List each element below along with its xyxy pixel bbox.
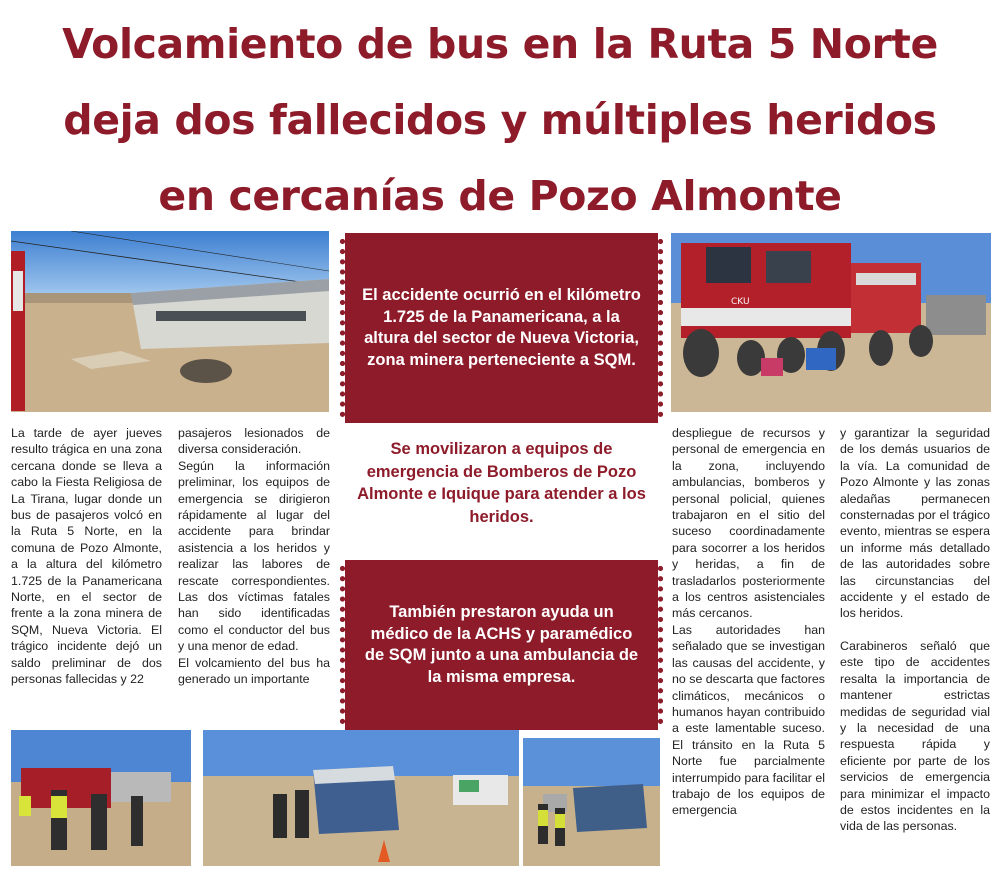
column-2-paragraph-3: El volcamiento del bus ha generado un importante: [178, 655, 330, 687]
photo-emergency-scene: [523, 738, 660, 866]
callout-accident-location-text: El accidente ocurrió en el kilómetro 1.725 de la Panamericana, a la altura del sector de Nueva Victoria, zona minera perteneciente a SQM.: [362, 286, 641, 369]
article-column-4: [840, 425, 990, 835]
photo-fire-truck: [671, 233, 991, 412]
column-3-paragraph-2: Las autoridades han señalado que se investigan las causas del accidente, y no se descarta que factores climáticos, mecánicos o humanos hayan contribuido a este lamentable suceso. El tránsito en la Ruta 5 Norte fue parcialmente interrumpido para facilitar el trabajo de los equipos de emergencia: [672, 622, 825, 818]
headline: [0, 6, 1000, 234]
callout-medical-help-text: También prestaron ayuda un médico de la ACHS y paramédico de SQM junto a una ambulancia de la misma empresa.: [364, 603, 639, 686]
truck-unit-label: CKU: [731, 297, 750, 307]
article-column-2: [178, 425, 330, 688]
column-3-paragraph-1: despliegue de recursos y personal de emergencia en la zona, incluyendo ambulancias, bomberos y personal policial, quienes trabajaron en el sitio del suceso coordinadamente para socorrer a los heridos y heridas, a fin de trasladarlos posteriormente a los centros asistenciales más cercanos.: [672, 426, 825, 621]
callout-medical-help: [345, 560, 658, 730]
column-4-paragraph-1: y garantizar la seguridad de los demás usuarios de la vía. La comunidad de Pozo Almonte y las zonas aledañas permanecen consternadas por el trágico evento, mientras se espera un informe más detallado de las autoridades sobre las circunstancias del accidente y el estado de los heridos.: [840, 426, 990, 621]
photo-rescue-crew: [11, 730, 191, 866]
column-2-paragraph-2: Según la información preliminar, los equipos de emergencia se dirigieron rápidamente al lugar del accidente para brindar asistencia a los heridos y realizar las labores de rescate correspondientes. Las dos víctimas fatales han sido identificadas como el conductor del bus y una menor de edad.: [178, 458, 330, 654]
headline-line-3: en cercanías de Pozo Almonte: [158, 172, 842, 220]
article-column-3: [672, 425, 825, 819]
photo-overturned-bus: [11, 231, 329, 412]
callout-emergency-teams: [345, 438, 658, 528]
column-1-paragraph: La tarde de ayer jueves resulto trágica en una zona cercana donde se lleva a cabo la Fiesta Religiosa de La Tirana, lugar donde un bus de pasajeros volcó en la Ruta 5 Norte, en la comuna de Pozo Almonte, a la altura del kilómetro 1.725 de la Panamericana Norte, en el sector de frente a la zona minera de SQM, Nueva Victoria. El trágico incidente dejó un saldo preliminar de dos personas fallecidas y 22: [11, 426, 162, 687]
callout-emergency-teams-text: Se movilizaron a equipos de emergencia de Bomberos de Pozo Almonte e Iquique para atender a los heridos.: [357, 440, 646, 526]
photo-bus-on-side: [203, 730, 519, 866]
article-column-1: [11, 425, 162, 688]
headline-line-1: Volcamiento de bus en la Ruta 5 Norte: [62, 20, 938, 68]
callout-accident-location: [345, 233, 658, 423]
headline-line-2: deja dos fallecidos y múltiples heridos: [63, 96, 937, 144]
column-4-paragraph-2: Carabineros señaló que este tipo de accidentes resalta la importancia de mantener estrictas medidas de seguridad vial y la necesidad de una respuesta rápida y eficiente por parte de los servicios de emergencia para minimizar el impacto de estos incidentes en la vida de las personas.: [840, 638, 990, 834]
column-2-paragraph-1: pasajeros lesionados de diversa consideración.: [178, 426, 330, 457]
